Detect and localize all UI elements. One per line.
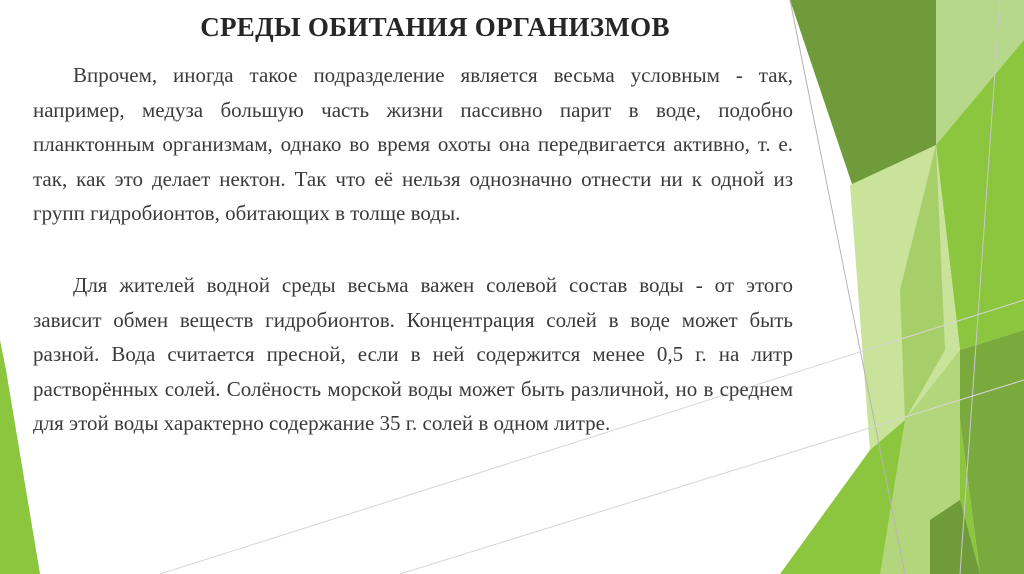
slide-title: СРЕДЫ ОБИТАНИЯ ОРГАНИЗМОВ xyxy=(200,12,670,42)
body-paragraph-2: Для жителей водной среды весьма важен солевой состав воды - от этого зависит обмен веществ гидробионтов. Концентрация солей в воде может быть разной. Вода считается пресной, если в ней содержится менее 0,5 г. на литр растворённых солей. Солёность морской воды может быть различной, но в среднем для этой воды характерно содержание 35 г. солей в одном литре. xyxy=(33,273,793,436)
body-paragraph-1: Впрочем, иногда такое подразделение является весьма условным - так, например, медуза большую часть жизни пассивно парит в воде, подобно планктонным организмам, однако во время охоты она передвигается активно, т. е. так, как это делает нектон. Так что её нельзя однозначно отнести ни к одной из групп гидробионтов, обитающих в толще воды. xyxy=(33,63,793,226)
